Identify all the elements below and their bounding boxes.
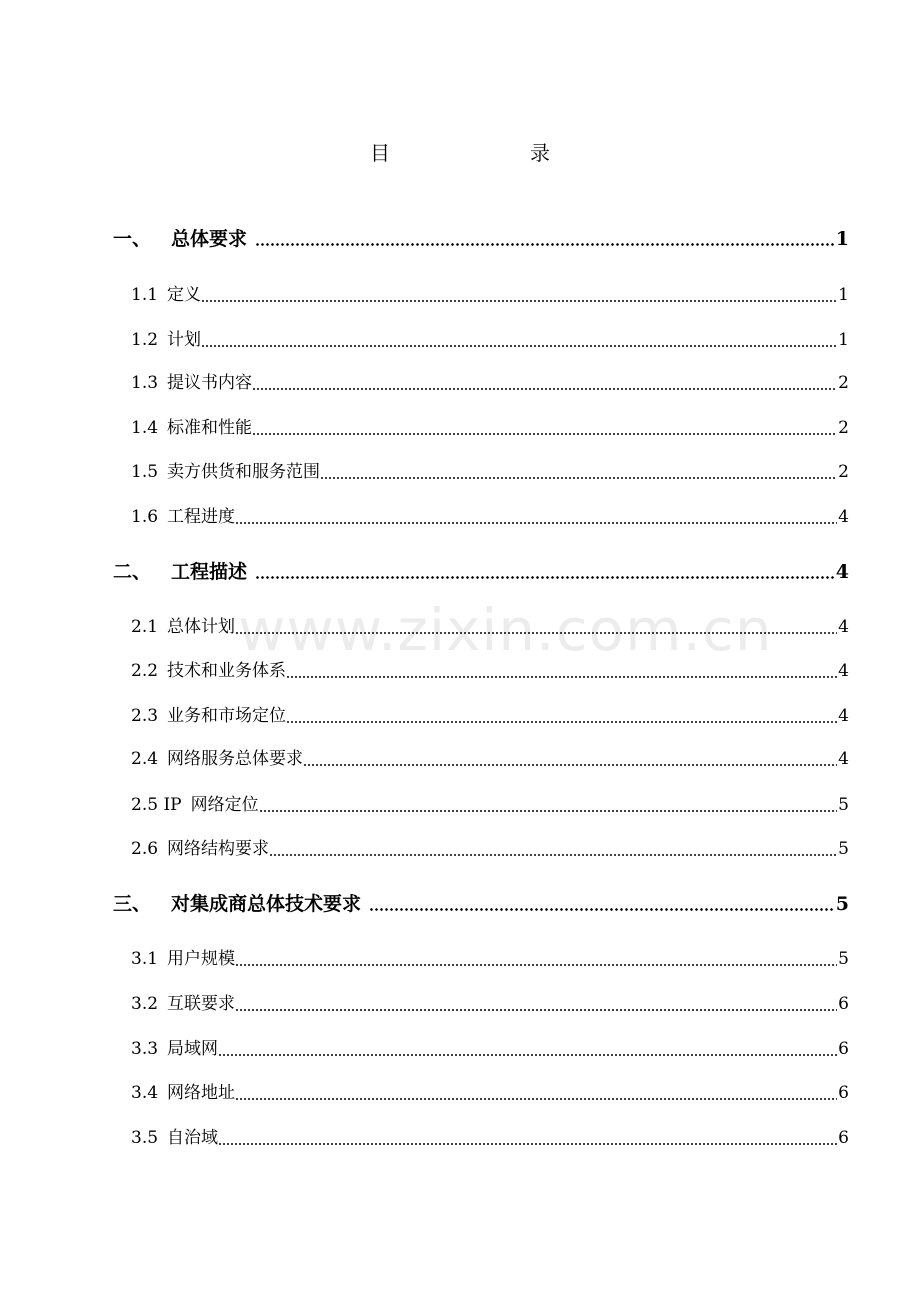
toc-section-entry[interactable] (131, 457, 849, 487)
toc-entry-page-number: 4 (838, 749, 849, 769)
toc-section-entry[interactable] (131, 502, 849, 532)
toc-title (0, 138, 920, 168)
toc-entry-number: 二、 (113, 561, 152, 583)
toc-entry-page-number: 5 (838, 949, 849, 969)
toc-section-entry[interactable] (131, 1078, 849, 1108)
toc-title-right: 录 (530, 141, 550, 165)
toc-entry-page-number: 4 (838, 706, 849, 726)
toc-section-entry[interactable] (131, 834, 849, 864)
toc-entry-page-number: 4 (838, 617, 849, 637)
toc-entry-label: 定义 (167, 285, 202, 305)
toc-section-entry[interactable] (131, 989, 849, 1019)
toc-entry-label: 互联要求 (167, 994, 236, 1014)
toc-title-left: 目 (370, 141, 390, 165)
toc-section-entry[interactable] (131, 744, 849, 774)
toc-title-gap (390, 138, 530, 168)
toc-section-entry[interactable] (131, 280, 849, 310)
toc-dot-leader (252, 388, 837, 390)
toc-entry-page-number: 4 (835, 561, 849, 583)
toc-entry-number: 2.2 (131, 661, 159, 681)
toc-entry-number: 3.4 (131, 1083, 159, 1103)
toc-dot-leader (201, 300, 837, 302)
toc-entry-label: 工程描述 (171, 561, 248, 583)
toc-entry-label: 总体计划 (167, 617, 236, 637)
toc-entry-number: 2.6 (131, 839, 159, 859)
toc-dot-leader (235, 1098, 837, 1100)
toc-entry-number: 1.2 (131, 330, 159, 350)
toc-dot-leader (235, 1009, 837, 1011)
toc-entry-label: 总体要求 (171, 228, 248, 250)
toc-entry-number: 3.1 (131, 949, 159, 969)
toc-entry-page-number: 1 (835, 228, 849, 250)
toc-entry-page-number: 4 (838, 661, 849, 681)
toc-entry-label: 工程进度 (167, 507, 236, 527)
toc-entry-number: 2.1 (131, 617, 159, 637)
toc-entry-label: 提议书内容 (167, 373, 253, 393)
toc-entry-number: 2.4 (131, 749, 159, 769)
toc-dot-leader (259, 810, 838, 812)
toc-entry-number: 1.4 (131, 418, 159, 438)
toc-entry-number: 3.3 (131, 1039, 159, 1059)
toc-entry-label: 用户规模 (167, 949, 236, 969)
toc-entry-label: 标准和性能 (167, 418, 253, 438)
toc-section-entry[interactable] (131, 1123, 849, 1153)
toc-dot-leader (252, 433, 837, 435)
toc-dot-leader (255, 243, 835, 246)
toc-dot-leader (286, 721, 837, 723)
toc-entry-label: 局域网 (167, 1039, 219, 1059)
toc-dot-leader (286, 676, 837, 678)
toc-entry-label: 自治域 (167, 1128, 219, 1148)
toc-entry-page-number: 2 (838, 462, 849, 482)
toc-dot-leader (303, 764, 837, 766)
toc-entry-number: 2.5 IP (131, 795, 182, 815)
toc-entry-label: 卖方供货和服务范围 (167, 462, 321, 482)
toc-dot-leader (235, 632, 837, 634)
toc-entry-label: 网络地址 (167, 1083, 236, 1103)
toc-entry-number: 1.1 (131, 285, 159, 305)
toc-dot-leader (255, 576, 835, 579)
toc-entry-page-number: 6 (838, 1128, 849, 1148)
toc-entry-number: 3.5 (131, 1128, 159, 1148)
toc-entry-label: 业务和市场定位 (167, 706, 287, 726)
toc-chapter-entry[interactable] (113, 557, 849, 587)
toc-entry-number: 3.2 (131, 994, 159, 1014)
toc-entry-page-number: 5 (835, 893, 849, 915)
toc-section-entry[interactable] (131, 656, 849, 686)
toc-entry-page-number: 5 (838, 795, 849, 815)
toc-entry-label: 网络服务总体要求 (167, 749, 304, 769)
toc-entry-page-number: 2 (838, 418, 849, 438)
toc-entry-page-number: 6 (838, 1039, 849, 1059)
toc-dot-leader (269, 854, 837, 856)
toc-dot-leader (218, 1143, 837, 1145)
toc-section-entry[interactable] (131, 701, 849, 731)
toc-entry-label: 对集成商总体技术要求 (171, 893, 362, 915)
toc-entry-label: 技术和业务体系 (167, 661, 287, 681)
toc-entry-page-number: 1 (838, 285, 849, 305)
toc-entry-number: 1.3 (131, 373, 159, 393)
toc-section-entry[interactable] (131, 413, 849, 443)
toc-dot-leader (369, 908, 835, 911)
toc-entry-page-number: 6 (838, 994, 849, 1014)
toc-entry-label: 网络结构要求 (167, 839, 270, 859)
toc-entry-label: 网络定位 (190, 795, 259, 815)
toc-section-entry[interactable] (131, 1034, 849, 1064)
toc-section-entry[interactable] (131, 944, 849, 974)
toc-entry-number: 1.5 (131, 462, 159, 482)
toc-entry-number: 1.6 (131, 507, 159, 527)
toc-section-entry[interactable] (131, 612, 849, 642)
watermark: www.zixin.com.cn (238, 596, 773, 664)
toc-dot-leader (201, 345, 837, 347)
toc-entry-page-number: 1 (838, 330, 849, 350)
toc-dot-leader (235, 964, 837, 966)
toc-dot-leader (320, 477, 837, 479)
toc-dot-leader (218, 1054, 837, 1056)
toc-entry-label: 计划 (167, 330, 202, 350)
toc-entry-number: 2.3 (131, 706, 159, 726)
toc-entry-number: 三、 (113, 893, 152, 915)
toc-entry-page-number: 6 (838, 1083, 849, 1103)
toc-entry-page-number: 2 (838, 373, 849, 393)
toc-section-entry[interactable] (131, 325, 849, 355)
toc-entry-page-number: 4 (838, 507, 849, 527)
toc-section-entry[interactable] (131, 368, 849, 398)
toc-chapter-entry[interactable] (113, 224, 849, 254)
toc-dot-leader (235, 522, 837, 524)
toc-entry-number: 一、 (113, 228, 152, 250)
toc-chapter-entry[interactable] (113, 889, 849, 919)
toc-entry-page-number: 5 (838, 839, 849, 859)
toc-section-entry[interactable] (131, 790, 849, 820)
